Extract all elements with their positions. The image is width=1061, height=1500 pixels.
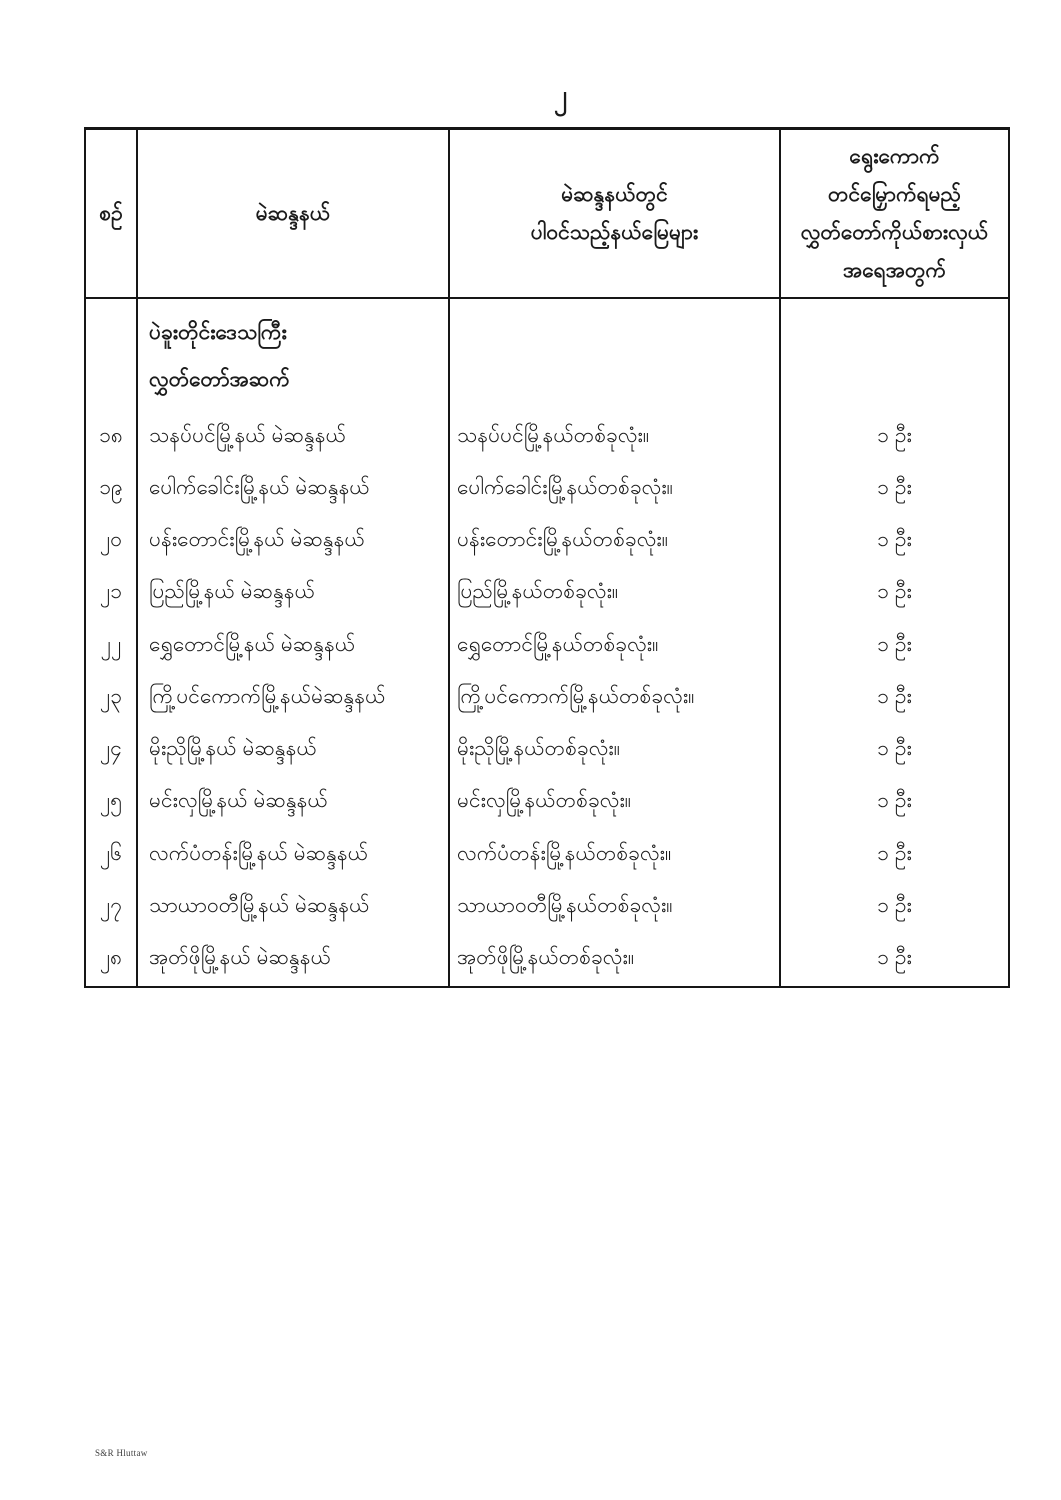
cell-serial (86, 299, 138, 411)
header-constituency-label: မဲဆန္ဒနယ် (255, 201, 331, 225)
cell-serial: ၂၈ (86, 934, 138, 986)
header-cell-constituency (138, 130, 450, 297)
cell-rep-count (781, 299, 1008, 411)
cell-serial: ၂၂ (86, 620, 138, 672)
header-cell-serial (86, 130, 138, 297)
cell-areas: လက်ပံတန်းမြို့နယ်တစ်ခုလုံး။ (450, 829, 781, 881)
cell-constituency: လက်ပံတန်းမြို့နယ် မဲဆန္ဒနယ် (138, 829, 450, 881)
cell-constituency: မိုးညိုမြို့နယ် မဲဆန္ဒနယ် (138, 725, 450, 777)
header-rep-line3: လွှတ်တော်ကိုယ်စားလှယ် (800, 220, 989, 244)
cell-areas: ကြို့ပင်ကောက်မြို့နယ်တစ်ခုလုံး။ (450, 672, 781, 724)
cell-serial: ၂၄ (86, 725, 138, 777)
header-areas-line2: ပါဝင်သည့်နယ်မြေများ (530, 220, 699, 244)
header-cell-rep-count (781, 130, 1008, 297)
header-areas-line1: မဲဆန္ဒနယ်တွင် (561, 182, 668, 206)
watermark-footer: S&R Hluttaw (95, 1448, 148, 1458)
table-row (86, 777, 1008, 829)
section-header-cell (138, 299, 450, 411)
section-title-line1: ပဲခူးတိုင်းဒေသကြီး (149, 321, 287, 344)
cell-constituency: ပေါက်ခေါင်းမြို့နယ် မဲဆန္ဒနယ် (138, 463, 450, 515)
cell-areas: ပေါက်ခေါင်းမြို့နယ်တစ်ခုလုံး။ (450, 463, 781, 515)
cell-areas: ပန်းတောင်းမြို့နယ်တစ်ခုလုံး။ (450, 516, 781, 568)
cell-serial: ၂၃ (86, 672, 138, 724)
table-row (86, 568, 1008, 620)
cell-serial: ၂၅ (86, 777, 138, 829)
table-row (86, 934, 1008, 986)
header-serial-label: စဉ် (99, 201, 123, 225)
cell-areas: မင်းလှမြို့နယ်တစ်ခုလုံး။ (450, 777, 781, 829)
table-row (86, 463, 1008, 515)
table-row (86, 411, 1008, 463)
constituency-table (84, 127, 1010, 988)
cell-areas: ရွှေတောင်မြို့နယ်တစ်ခုလုံး။ (450, 620, 781, 672)
cell-constituency: ရွှေတောင်မြို့နယ် မဲဆန္ဒနယ် (138, 620, 450, 672)
cell-serial: ၂၁ (86, 568, 138, 620)
cell-areas: ပြည်မြို့နယ်တစ်ခုလုံး။ (450, 568, 781, 620)
cell-areas: မိုးညိုမြို့နယ်တစ်ခုလုံး။ (450, 725, 781, 777)
header-rep-line2: တင်မြှောက်ရမည့် (828, 182, 961, 206)
table-row (86, 620, 1008, 672)
table-row (86, 829, 1008, 881)
page-number: ၂ (553, 80, 568, 110)
cell-serial: ၁၉ (86, 463, 138, 515)
section-title-line2: လွှတ်တော်အဆက် (149, 368, 290, 391)
cell-constituency: သနပ်ပင်မြို့နယ် မဲဆန္ဒနယ် (138, 411, 450, 463)
cell-rep-count: ၁ ဦး (877, 528, 912, 552)
table-row (86, 725, 1008, 777)
cell-constituency: မင်းလှမြို့နယ် မဲဆန္ဒနယ် (138, 777, 450, 829)
cell-rep-count: ၁ ဦး (877, 737, 912, 761)
cell-constituency: ပန်းတောင်းမြို့နယ် မဲဆန္ဒနယ် (138, 516, 450, 568)
cell-serial: ၁၈ (86, 411, 138, 463)
header-rep-line4: အရေအတွက် (842, 258, 946, 282)
table-header-row (86, 130, 1008, 299)
cell-rep-count: ၁ ဦး (877, 789, 912, 813)
table-body (86, 299, 1008, 986)
cell-areas: အုတ်ဖိုမြို့နယ်တစ်ခုလုံး။ (450, 934, 781, 986)
cell-areas: သာယာဝတီမြို့နယ်တစ်ခုလုံး။ (450, 881, 781, 933)
table-row (86, 516, 1008, 568)
header-cell-areas (450, 130, 781, 297)
cell-serial: ၂၆ (86, 829, 138, 881)
section-header-row (86, 299, 1008, 411)
table-row (86, 881, 1008, 933)
cell-rep-count: ၁ ဦး (877, 684, 912, 708)
cell-areas: သနပ်ပင်မြို့နယ်တစ်ခုလုံး။ (450, 411, 781, 463)
table-row (86, 672, 1008, 724)
cell-rep-count: ၁ ဦး (877, 841, 912, 865)
header-rep-line1: ရွေးကောက် (849, 144, 940, 168)
cell-serial: ၂၀ (86, 516, 138, 568)
cell-rep-count: ၁ ဦး (877, 946, 912, 970)
cell-constituency: ကြို့ပင်ကောက်မြို့နယ်မဲဆန္ဒနယ် (138, 672, 450, 724)
cell-constituency: ပြည်မြို့နယ် မဲဆန္ဒနယ် (138, 568, 450, 620)
cell-serial: ၂၇ (86, 881, 138, 933)
cell-constituency: သာယာဝတီမြို့နယ် မဲဆန္ဒနယ် (138, 881, 450, 933)
cell-constituency: အုတ်ဖိုမြို့နယ် မဲဆန္ဒနယ် (138, 934, 450, 986)
cell-rep-count: ၁ ဦး (877, 632, 912, 656)
cell-rep-count: ၁ ဦး (877, 423, 912, 447)
cell-areas (450, 299, 781, 411)
cell-rep-count: ၁ ဦး (877, 475, 912, 499)
cell-rep-count: ၁ ဦး (877, 894, 912, 918)
cell-rep-count: ၁ ဦး (877, 580, 912, 604)
